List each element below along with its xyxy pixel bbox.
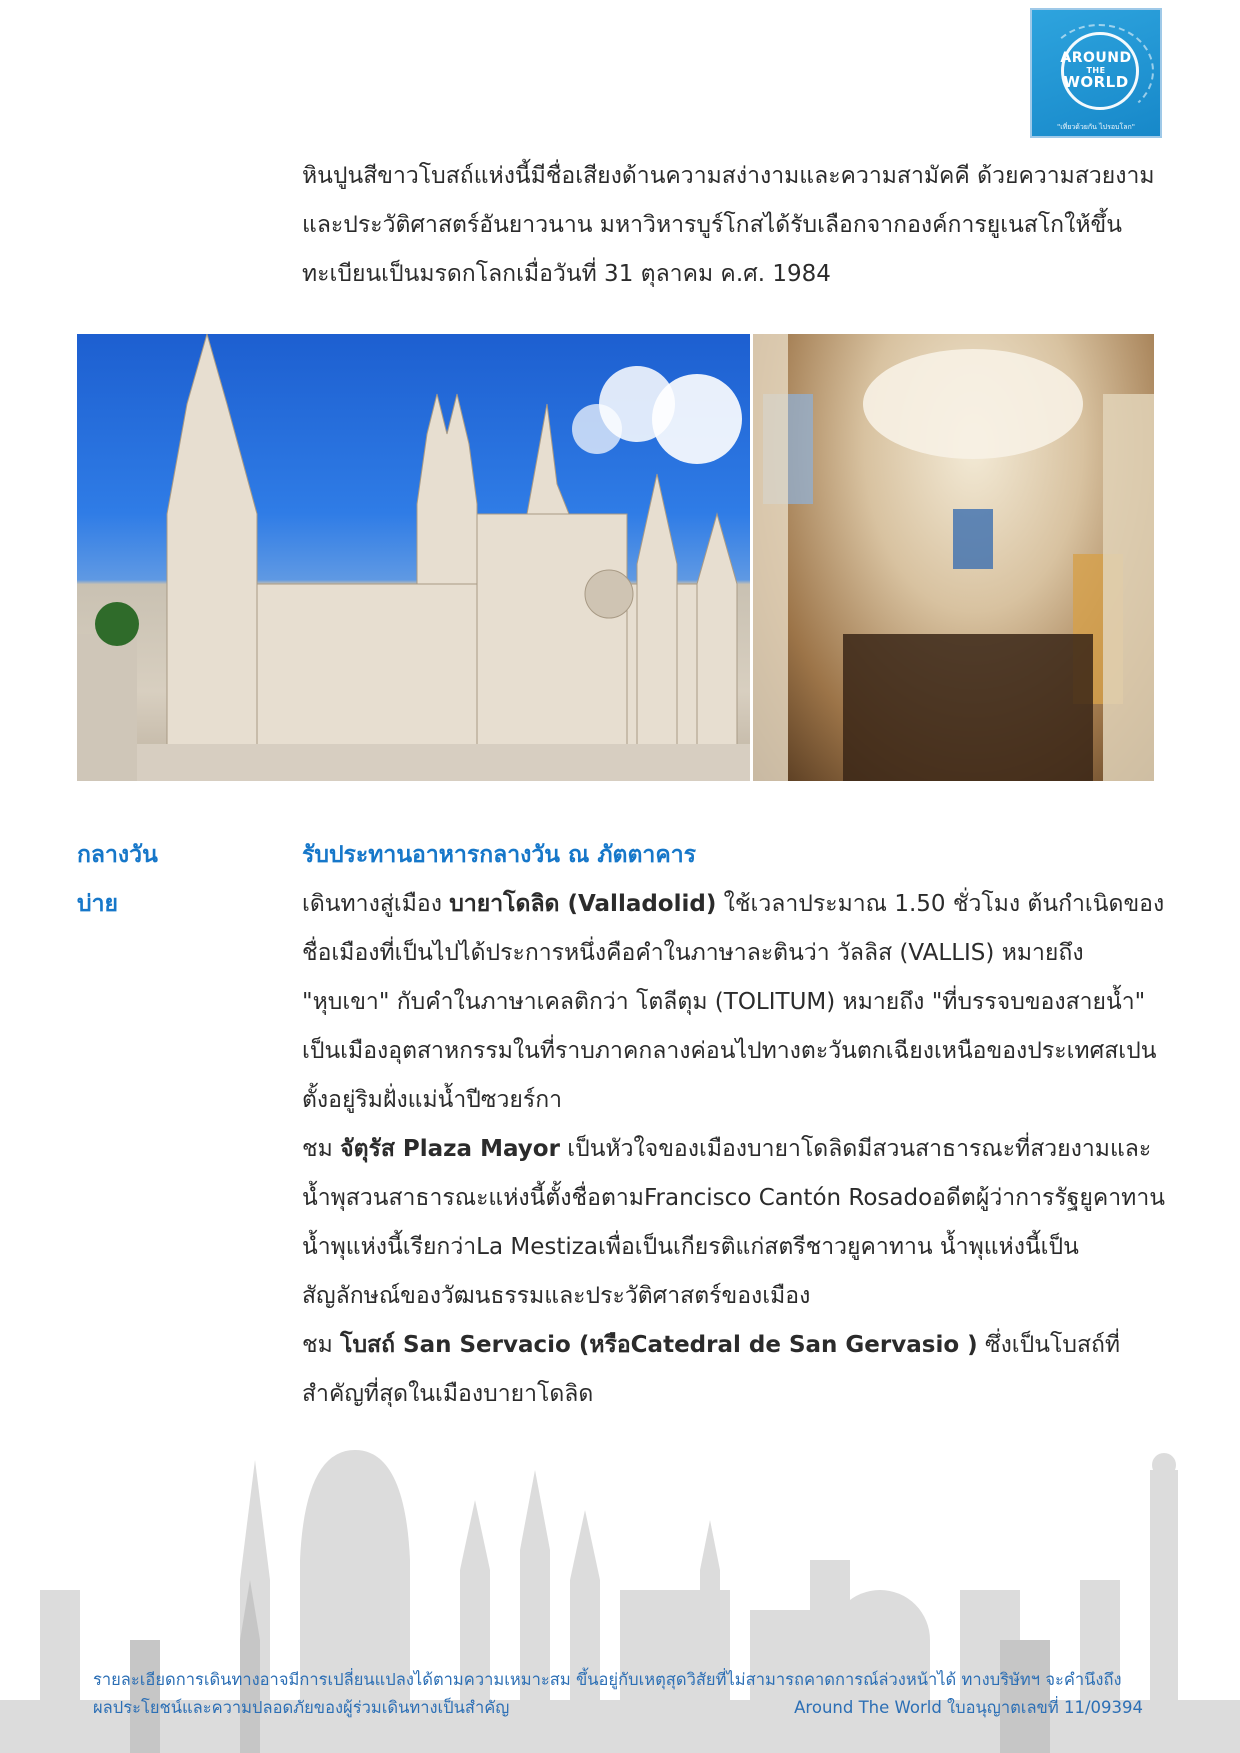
burgos-cathedral-interior-photo (753, 334, 1154, 781)
plaza-mayor-text-start: ชม (302, 1136, 341, 1162)
san-servacio-paragraph (302, 1321, 1172, 1419)
san-servacio-name: โบสถ์ San Servacio (หรือCatedral de San Gervasio ) (340, 1332, 978, 1358)
cathedral-exterior-illustration (77, 334, 750, 781)
around-the-world-logo (1030, 8, 1162, 138)
san-servacio-text-rest: ซึ่งเป็นโบสถ์ที่สำคัญที่สุดในเมืองบายาโดลิด (302, 1332, 1121, 1407)
san-servacio-text-start: ชม (302, 1332, 341, 1358)
lunch-description: รับประทานอาหารกลางวัน ณ ภัตตาคาร (302, 842, 696, 868)
intro-paragraph: หินปูนสีขาวโบสถ์แห่งนี้มีชื่อเสียงด้านความสง่างามและความสามัคคี ด้วยความสวยงามและประวัติศาสตร์อันยาวนาน มหาวิหารบูร์โกสได้รับเลือกจากองค์การยูเนสโกให้ขึ้นทะเบียนเป็นมรดกโลกเมื่อวันที่ 31 ตุลาคม ค.ศ. 1984 (302, 163, 1155, 287)
afternoon-description (302, 880, 1172, 1419)
footer-disclaimer-line-2: ผลประโยชน์และความปลอดภัยของผู้ร่วมเดินทางเป็นสำคัญ (93, 1698, 510, 1717)
footer-disclaimer-line-1: รายละเอียดการเดินทางอาจมีการเปลี่ยนแปลงได้ตามความเหมาะสม ขึ้นอยู่กับเหตุสุดวิสัยที่ไม่สามารถคาดการณ์ล่วงหน้าได้ ทางบริษัทฯ จะคำนึงถึง (93, 1670, 1122, 1689)
valladolid-paragraph (302, 880, 1172, 1125)
footer-license: Around The World ใบอนุญาตเลขที่ 11/09394 (794, 1698, 1143, 1717)
time-slot-lunch: กลางวัน (77, 842, 158, 868)
logo-text-around: AROUND (1060, 50, 1132, 66)
burgos-cathedral-exterior-photo (77, 334, 750, 781)
cathedral-interior-illustration (753, 334, 1154, 781)
plaza-mayor-text-rest: เป็นหัวใจของเมืองบายาโดลิดมีสวนสาธารณะที่สวยงามและน้ำพุสวนสาธารณะแห่งนี้ตั้งชื่อตามFrancisco Cantón Rosadoอดีตผู้ว่าการรัฐยูคาทาน น้ำพุแห่งนี้เรียกว่าLa Mestizaเพื่อเป็นเกียรติแก่สตรีชาวยูคาทาน น้ำพุแห่งนี้เป็นสัญลักษณ์ของวัฒนธรรมและประวัติศาสตร์ของเมือง (302, 1136, 1165, 1309)
logo-tagline: "เที่ยวด้วยกัน ไปรอบโลก" (1057, 123, 1135, 131)
valladolid-text-start: เดินทางสู่เมือง (302, 891, 450, 917)
plaza-mayor-paragraph (302, 1125, 1172, 1321)
valladolid-text-rest: ใช้เวลาประมาณ 1.50 ชั่วโมง ต้นกำเนิดของชื่อเมืองที่เป็นไปได้ประการหนึ่งคือคำในภาษาละตินว่า วัลลิส (VALLIS) หมายถึง "หุบเขา" กับคำในภาษาเคลติกว่า โตลีตุม (TOLITUM) หมายถึง "ที่บรรจบของสายน้ำ" เป็นเมืองอุตสาหกรรมในที่ราบภาคกลางค่อนไปทางตะวันตกเฉียงเหนือของประเทศสเปน ตั้งอยู่ริมฝั่งแม่น้ำปีซวยร์กา (302, 891, 1165, 1113)
logo-text-world: WORLD (1063, 73, 1129, 91)
logo-text-the: THE (1086, 66, 1106, 75)
valladolid-name: บายาโดลิด (Valladolid) (449, 891, 717, 917)
plaza-mayor-name: จัตุรัส Plaza Mayor (340, 1136, 560, 1162)
time-slot-afternoon: บ่าย (77, 891, 118, 917)
